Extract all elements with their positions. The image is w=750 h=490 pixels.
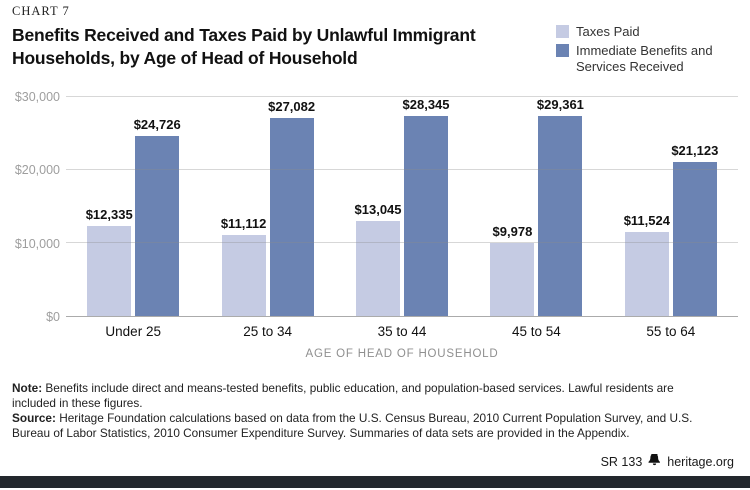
bar-column	[270, 97, 314, 316]
chart-area	[12, 90, 738, 324]
bar-column	[490, 97, 534, 316]
x-axis-labels	[66, 324, 738, 339]
bar	[135, 136, 179, 316]
liberty-bell-icon	[648, 454, 661, 469]
title-line-2: Households, by Age of Head of Household	[12, 48, 358, 68]
bar-column	[135, 97, 179, 316]
bar-value-label: $24,726	[133, 116, 181, 132]
source-paragraph	[12, 411, 712, 441]
bar	[538, 116, 582, 316]
bar-group	[490, 97, 582, 316]
bar	[222, 235, 266, 316]
bar-value-label: $11,112	[220, 215, 267, 231]
note-text: Benefits include direct and means-tested benefits, public education, and population-based services. Lawful residents are included in these figures.	[12, 381, 674, 410]
bar-group	[87, 97, 179, 316]
bar	[87, 226, 131, 316]
bar-column	[87, 97, 131, 316]
x-category-label: 55 to 64	[646, 324, 696, 339]
bar	[404, 116, 448, 316]
bar	[673, 162, 717, 316]
x-category-label: 25 to 34	[243, 324, 292, 339]
x-axis-title: AGE OF HEAD OF HOUSEHOLD	[305, 348, 499, 360]
bar-column	[356, 97, 400, 316]
y-tick-label: $10,000	[14, 236, 60, 251]
plot-area	[66, 97, 738, 317]
bar-group-slot	[66, 97, 200, 316]
bar-group-slot	[200, 97, 334, 316]
bar-value-label: $27,082	[268, 99, 316, 115]
x-category-label: 45 to 54	[512, 324, 561, 339]
footer	[601, 454, 734, 469]
note-label: Note:	[12, 381, 43, 395]
bar	[490, 243, 534, 316]
x-category-label: 35 to 44	[377, 324, 427, 339]
bar	[356, 221, 400, 316]
bar-column	[222, 97, 266, 316]
y-tick-label: $30,000	[14, 90, 60, 104]
legend-swatch-icon	[556, 25, 569, 38]
y-axis-labels	[12, 90, 66, 324]
bar-value-label: $28,345	[402, 97, 450, 112]
bar-group	[356, 97, 448, 316]
bar	[270, 118, 314, 316]
bar-value-label: $9,978	[492, 224, 533, 240]
bar-column	[404, 97, 448, 316]
bar-column	[673, 97, 717, 316]
bar-value-label: $11,524	[623, 212, 670, 228]
bar-slots	[66, 97, 738, 316]
bar-group-slot	[469, 97, 603, 316]
notes-block	[12, 381, 712, 441]
x-category-label: Under 25	[105, 324, 161, 339]
chart-legend	[556, 24, 734, 78]
bar-column	[538, 97, 582, 316]
chart-kicker: CHART 7	[12, 4, 70, 18]
site-name: heritage.org	[667, 454, 734, 469]
bar-column	[625, 97, 669, 316]
source-label: Source:	[12, 411, 56, 425]
report-id: SR 133	[600, 454, 643, 469]
bar-value-label: $29,361	[536, 97, 584, 112]
legend-label: Taxes Paid	[576, 24, 640, 39]
y-tick-label: $20,000	[14, 163, 60, 178]
legend-label: Immediate Benefits and Services Received	[576, 43, 713, 74]
bar	[625, 232, 669, 316]
bar-group	[625, 97, 717, 316]
legend-item	[556, 24, 734, 40]
bar-group	[222, 97, 314, 316]
bar-value-label: $12,335	[85, 206, 133, 222]
bar-value-label: $21,123	[671, 142, 719, 158]
bar-group-slot	[335, 97, 469, 316]
bar-group-slot	[604, 97, 738, 316]
note-paragraph	[12, 381, 712, 411]
legend-item	[556, 43, 734, 75]
bottom-brand-bar	[0, 476, 750, 488]
bar-value-label: $13,045	[354, 201, 402, 217]
title-line-1: Benefits Received and Taxes Paid by Unlawful Immigrant	[12, 25, 476, 45]
legend-swatch-icon	[556, 44, 569, 57]
source-text: Heritage Foundation calculations based on data from the U.S. Census Bureau, 2010 Current Population Survey, and U.S. Bureau of Labor Statistics, 2010 Consumer Expenditure Survey. Summaries of data sets are provided in the Appendix.	[12, 411, 693, 440]
y-tick-label: $0	[46, 310, 60, 324]
